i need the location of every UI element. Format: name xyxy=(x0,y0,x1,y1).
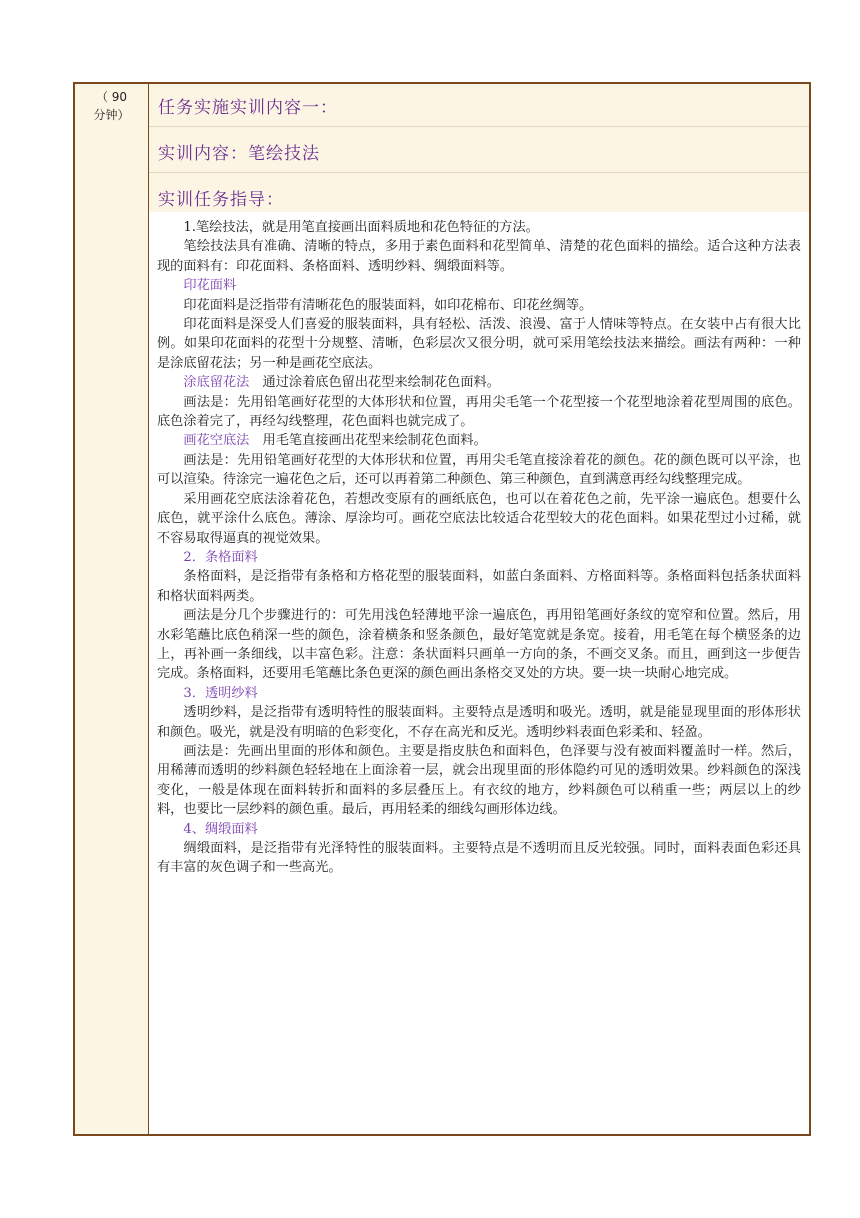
training-content-heading: 实训内容：笔绘技法 xyxy=(158,144,320,164)
task-heading: 任务实施实训内容一： xyxy=(158,98,338,118)
content-table xyxy=(73,82,811,1136)
method-description: 用毛笔直接画出花型来绘制花色面料。 xyxy=(249,433,487,449)
divider xyxy=(149,126,809,127)
method-name: 涂底留花法 xyxy=(183,375,250,391)
body-paragraph: 画法是：先画出里面的形体和颜色。主要是指皮肤色和面料色，色泽要与没有被面料覆盖时一样。然后，用稀薄而透明的纱料颜色轻轻地在上面涂着一层，就会出现里面的形体隐约可见的透明效果。纱料颜色的深浅变化，一般是体现在面料转折和面料的多层叠压上。有衣纹的地方，纱料颜色可以稍重一些；两层以上的纱料，也要比一层纱料的颜色重。最后，再用轻柔的细线勾画形体边线。 xyxy=(157,743,801,818)
method-name: 画花空底法 xyxy=(183,433,250,449)
body-paragraph: 印花面料是深受人们喜爱的服装面料，具有轻松、活泼、浪漫、富于人情味等特点。在女装中占有很大比例。如果印花面料的花型十分规整、清晰，色彩层次又很分明，就可采用笔绘技法来描绘。画法有两种：一种是涂底留花法；另一种是画花空底法。 xyxy=(157,317,801,371)
task-content-cell xyxy=(149,84,809,1134)
body-paragraph: 画法是：先用铅笔画好花型的大体形状和位置，再用尖毛笔直接涂着花的颜色。花的颜色既可以平涂，也可以渲染。待涂完一遍花色之后，还可以再着第二种颜色、第三种颜色，直到满意再经勾线整理完成。 xyxy=(157,452,801,488)
body-paragraph: 笔绘技法具有准确、清晰的特点，多用于素色面料和花型简单、清楚的花色面料的描绘。适合这种方法表现的面料有：印花面料、条格面料、透明纱料、绸缎面料等。 xyxy=(157,239,801,274)
section-subheading: 2．条格面料 xyxy=(183,549,258,565)
body-paragraph: 画法是分几个步骤进行的：可先用浅色轻薄地平涂一遍底色，再用铅笔画好条纹的宽窄和位置。然后，用水彩笔蘸比底色稍深一些的颜色，涂着横条和竖条颜色，最好笔宽就是条宽。接着，用毛笔在每个横竖条的边上，再补画一条细线，以丰富色彩。注意：条状面料只画单一方向的条，不画交叉条。而且，画到这一步便告完成。条格面料，还要用毛笔蘸比条色更深的颜色画出条格交叉处的方块。要一块一块耐心地完成。 xyxy=(157,608,801,682)
divider xyxy=(149,172,809,173)
body-paragraph: 画法是：先用铅笔画好花型的大体形状和位置，再用尖毛笔一个花型接一个花型地涂着花型周围的底色。底色涂着完了，再经勾线整理，花色面料也就完成了。 xyxy=(157,394,801,430)
body-paragraph: 印花面料是泛指带有清晰花色的服装面料，如印花棉布、印花丝绸等。 xyxy=(183,297,593,313)
body-paragraph: 透明纱料，是泛指带有透明特性的服装面料。主要特点是透明和吸光。透明，就是能显现里面的形体形状和颜色。吸光，就是没有明暗的色彩变化，不存在高光和反光。透明纱料表面色彩柔和、轻盈。 xyxy=(157,705,801,740)
method-description: 通过涂着底色留出花型来绘制花色面料。 xyxy=(249,375,500,391)
section-subheading: 4、绸缎面料 xyxy=(183,821,258,837)
body-paragraph: 1.笔绘技法，就是用笔直接画出面料质地和花色特征的方法。 xyxy=(183,220,539,235)
body-paragraph: 绸缎面料，是泛指带有光泽特性的服装面料。主要特点是不透明而且反光较强。同时，面料表面色彩还具有丰富的灰色调子和一些高光。 xyxy=(157,841,801,876)
time-duration-bottom: 分钟） xyxy=(93,108,130,122)
time-cell xyxy=(75,84,149,1134)
guidance-body xyxy=(149,212,809,1134)
body-paragraph: 采用画花空底法涂着花色，若想改变原有的画纸底色，也可以在着花色之前，先平涂一遍底色。想要什么底色，就平涂什么底色。薄涂、厚涂均可。画花空底法比较适合花型较大的花色面料。如果花型过小过稀，就不容易取得逼真的视觉效果。 xyxy=(157,491,801,546)
section-subheading: 3．透明纱料 xyxy=(183,685,258,701)
method-paragraph xyxy=(157,373,801,392)
training-guidance-heading: 实训任务指导： xyxy=(158,190,284,210)
method-paragraph xyxy=(157,431,801,450)
time-duration-top: （ 90 xyxy=(95,90,128,104)
body-paragraph: 条格面料，是泛指带有条格和方格花型的服装面料，如蓝白条面料、方格面料等。条格面料包括条状面料和格状面料两类。 xyxy=(157,569,801,604)
section-subheading: 印花面料 xyxy=(183,278,237,294)
